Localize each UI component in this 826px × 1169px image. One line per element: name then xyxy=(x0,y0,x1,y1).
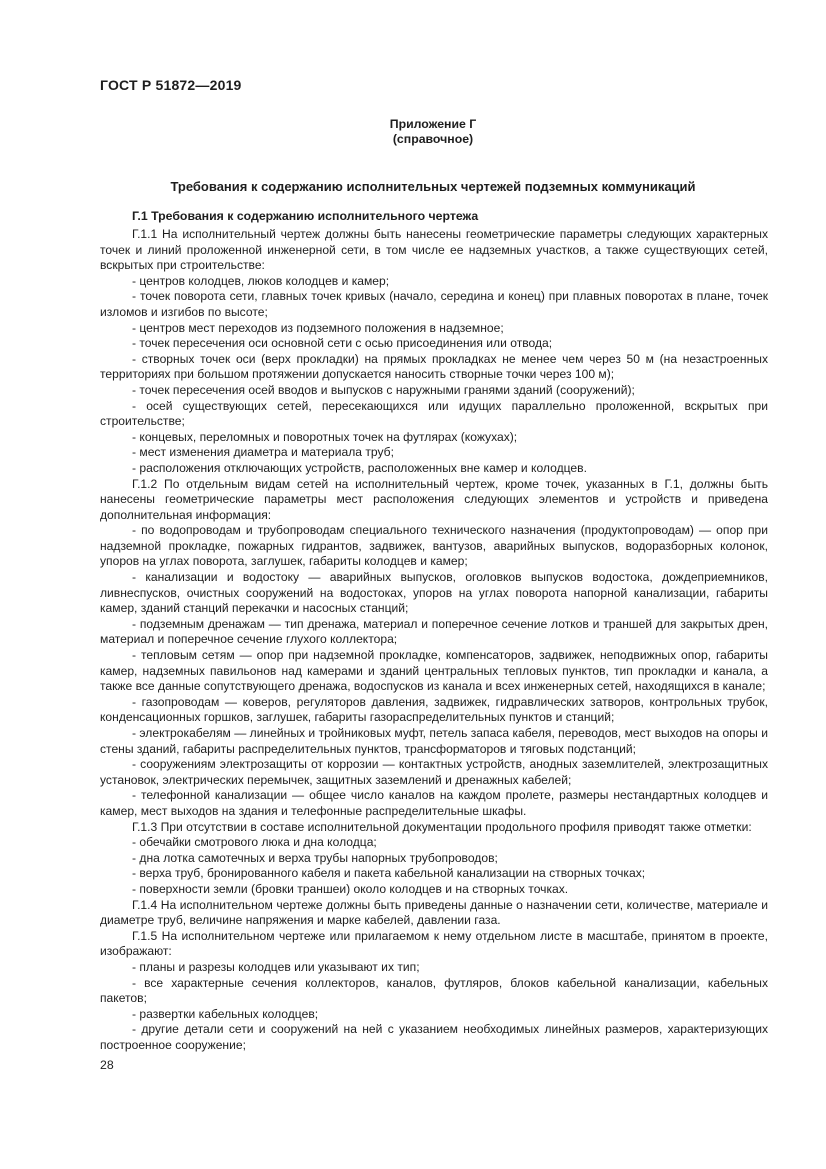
paragraph: - центров колодцев, люков колодцев и камер; xyxy=(132,273,390,288)
paragraph: - развертки кабельных колодцев; xyxy=(132,1006,319,1021)
paragraph: - точек пересечения оси основной сети с осью присоединения или отвода; xyxy=(132,336,553,351)
paragraph: - сооружениям электрозащиты от коррозии — контактных устройств, анодных заземлителей, электрозащитных установок, электрических перемычек, защитных заземлений и дренажных кабелей; xyxy=(100,757,768,787)
document-code: ГОСТ Р 51872—2019 xyxy=(100,77,242,93)
paragraph: - планы и разрезы колодцев или указывают их тип; xyxy=(132,959,420,974)
paragraph: - телефонной канализации — общее число каналов на каждом пролете, размеры нестандартных колодцев и камер, мест выходов на здания и телефонные распределительные шкафы. xyxy=(100,788,768,818)
paragraph: - тепловым сетям — опор при надземной прокладке, компенсаторов, задвижек, неподвижных опор, габариты камер, надземных павильонов над камерами и зданий центральных тепловых пунктов, тип прокладки и канала, а также все данные сопутствующего дренажа, водоспусков из канала и всех инженерных сетей, находящихся в канале; xyxy=(100,648,768,694)
paragraph: - дна лотка самотечных и верха трубы напорных трубопроводов; xyxy=(132,850,498,865)
paragraph: - подземным дренажам — тип дренажа, материал и поперечное сечение лотков и траншей для закрытых дрен, материал и поперечное сечение глухого коллектора; xyxy=(100,616,768,647)
paragraph: - другие детали сети и сооружений на ней с указанием необходимых линейных размеров, характеризующих построенное сооружение; xyxy=(100,1022,768,1052)
paragraph: - мест изменения диаметра и материала труб; xyxy=(132,445,394,460)
paragraph: - концевых, переломных и поворотных точек на футлярах (кожухах); xyxy=(132,429,518,444)
section-heading: Г.1 Требования к содержанию исполнительного чертежа xyxy=(132,209,479,223)
paragraph: - поверхности земли (бровки траншеи) около колодцев и на створных точках. xyxy=(132,881,569,896)
paragraph: - точек пересечения осей вводов и выпусков с наружными гранями зданий (сооружений); xyxy=(132,382,635,397)
paragraph: Г.1.3 При отсутствии в составе исполнительной документации продольного профиля приводят также отметки: xyxy=(132,819,752,834)
paragraph: - точек поворота сети, главных точек кривых (начало, середина и конец) при плавных поворотах в плане, точек изломов и изгибов по высоте; xyxy=(100,289,768,319)
paragraph: - все характерные сечения коллекторов, каналов, футляров, блоков кабельной канализации, кабельных пакетов; xyxy=(100,975,768,1006)
paragraph: - газопроводам — коверов, регуляторов давления, задвижек, гидравлических затворов, контрольных трубок, конденсационных горшков, заглушек, габариты газораспределительных пунктов и станций; xyxy=(100,694,768,725)
paragraph: - электрокабелям — линейных и тройниковых муфт, петель запаса кабеля, переводов, мест выходов на опоры и стены зданий, габариты распределительных пунктов, трансформаторов и тяговых подстанций; xyxy=(100,726,768,756)
paragraph: Г.1.1 На исполнительный чертеж должны быть нанесены геометрические параметры следующих характерных точек и линий проложенной инженерной сети, в том числе ее надземных участков, а также существующих сетей, вскрытых при строительстве: xyxy=(100,227,768,273)
appendix-kind: (справочное) xyxy=(392,132,474,146)
paragraph: Г.1.2 По отдельным видам сетей на исполнительный чертеж, кроме точек, указанных в Г.1, должны быть нанесены геометрические параметры мест расположения следующих элементов и устройств и приведена дополнительная информация: xyxy=(100,476,768,522)
paragraph: - по водопроводам и трубопроводам специального технического назначения (продуктопроводам) — опор при надземной прокладке, пожарных гидрантов, задвижек, вантузов, аварийных выпусков, водоразборных колонок, упоров на углах поворота, заглушек, габариты колодцев и камер; xyxy=(100,523,768,569)
paragraph: - обечайки смотрового люка и дна колодца; xyxy=(132,835,377,850)
appendix-heading xyxy=(0,117,826,147)
paragraph: - канализации и водостоку — аварийных выпусков, оголовков выпусков водостока, дождеприемников, ливнеспусков, очистных сооружений на водостоках, упоров на углах поворота напорной канализации, габариты камер, зданий станций перекачки и насосных станций; xyxy=(100,570,768,616)
paragraph: - расположения отключающих устройств, расположенных вне камер и колодцев. xyxy=(132,460,587,475)
page-number: 28 xyxy=(100,1058,114,1072)
paragraph: Г.1.4 На исполнительном чертеже должны быть приведены данные о назначении сети, количестве, материале и диаметре труб, величине напряжения и марке кабелей, давлении газа. xyxy=(100,897,768,928)
paragraph: Г.1.5 На исполнительном чертеже или прилагаемом к нему отдельном листе в масштабе, принятом в проекте, изображают: xyxy=(100,928,768,959)
paragraph: - верха труб, бронированного кабеля и пакета кабельной канализации на створных точках; xyxy=(132,866,646,881)
body-text xyxy=(100,227,768,1053)
document-title: Требования к содержанию исполнительных чертежей подземных коммуникаций xyxy=(170,179,696,194)
paragraph: - створных точек оси (верх прокладки) на прямых прокладках не менее чем через 50 м (на незастроенных территориях при большом протяжении допускается наносить створные точки через 100 м); xyxy=(100,351,768,382)
appendix-title: Приложение Г xyxy=(389,117,477,131)
paragraph: - осей существующих сетей, пересекающихся или идущих параллельно проложенной, вскрытых при строительстве; xyxy=(100,398,768,429)
paragraph: - центров мест переходов из подземного положения в надземное; xyxy=(132,320,504,335)
